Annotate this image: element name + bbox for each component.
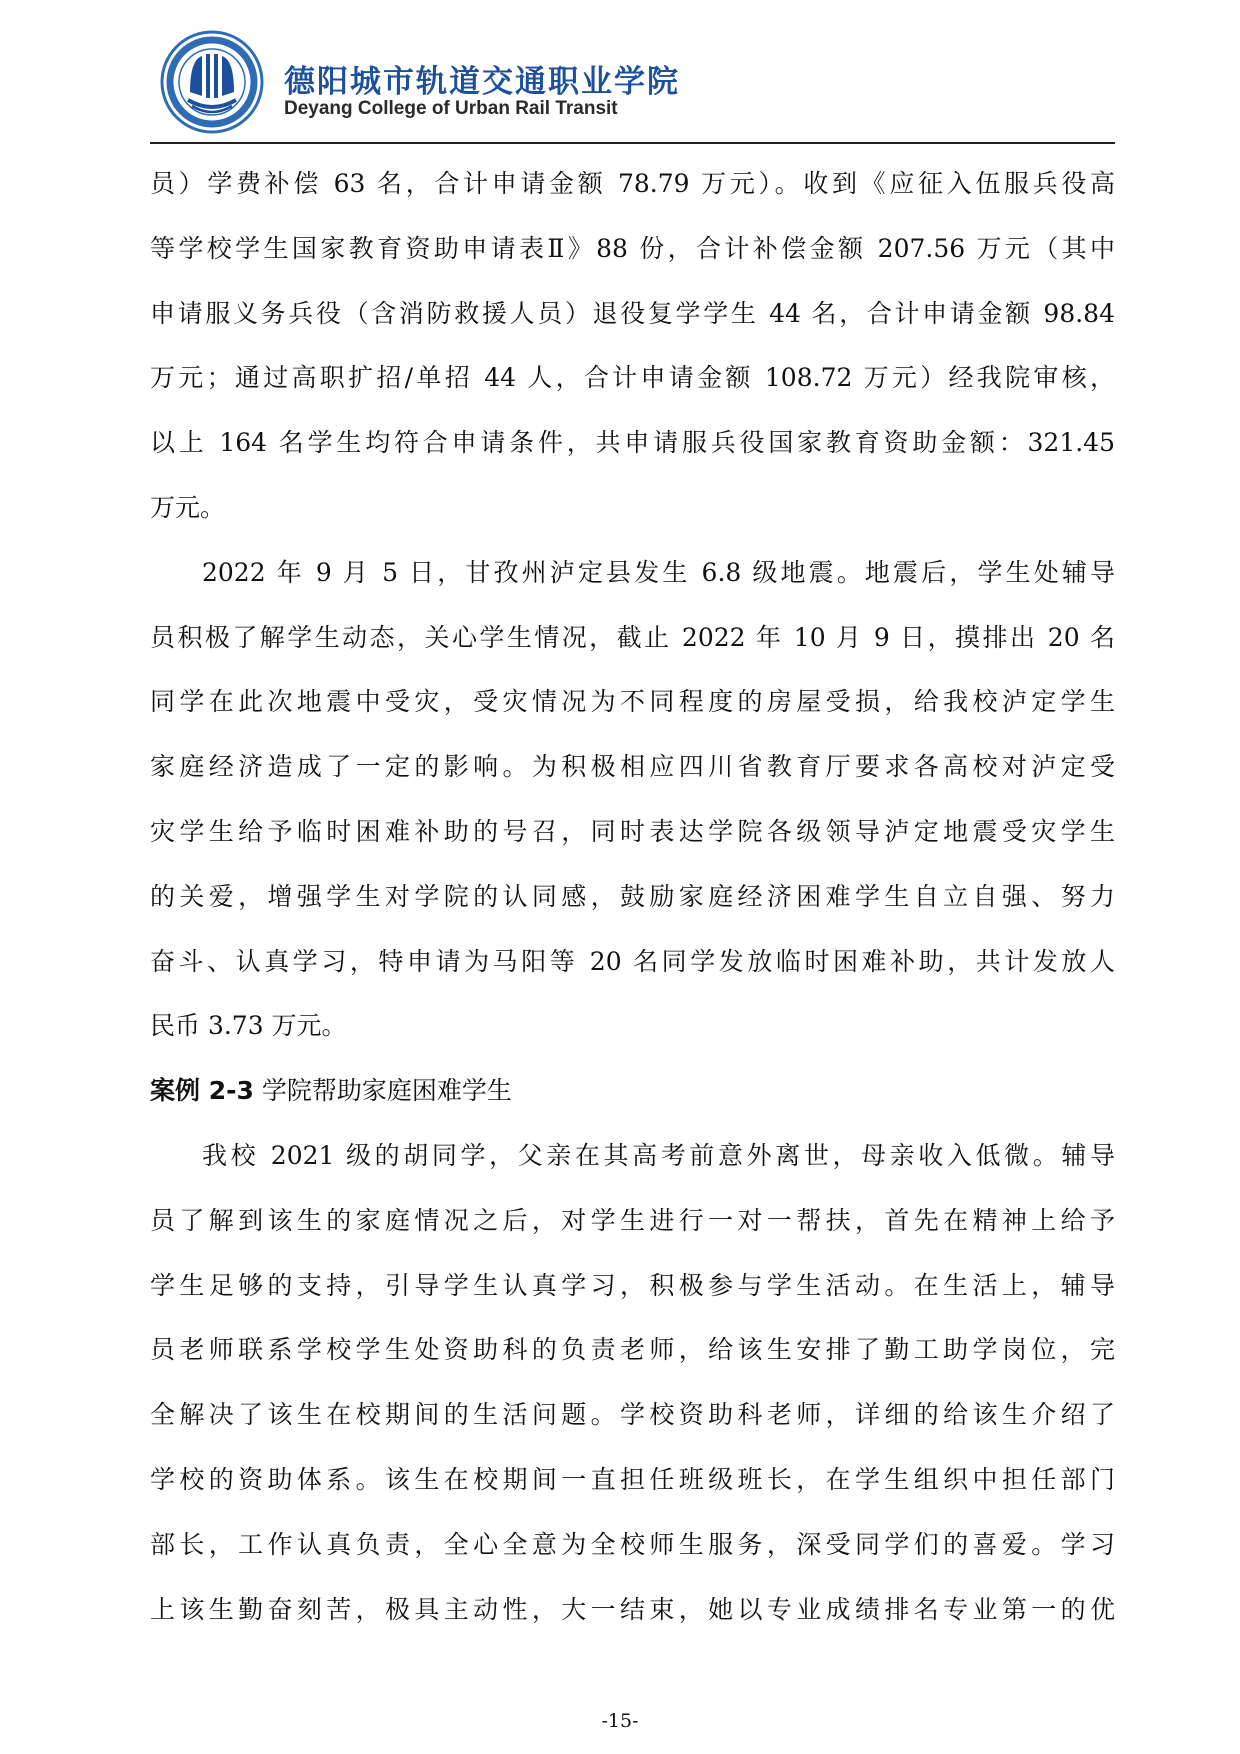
text-line: 万元；通过高职扩招/单招 44 人，合计申请金额 108.72 万元）经我院审核， bbox=[150, 363, 1115, 393]
paragraph-military-aid bbox=[150, 152, 1115, 541]
paragraph-case-study bbox=[150, 1124, 1115, 1642]
header-divider bbox=[150, 142, 1115, 144]
text-line: 家庭经济造成了一定的影响。为积极相应四川省教育厅要求各高校对泸定受 bbox=[150, 752, 1115, 782]
text-line: 全解决了该生在校期间的生活问题。学校资助科老师，详细的给该生介绍了 bbox=[150, 1400, 1115, 1430]
case-heading bbox=[150, 1059, 1115, 1124]
text-line: 学校的资助体系。该生在校期间一直担任班级班长，在学生组织中担任部门 bbox=[150, 1464, 1115, 1494]
text-line: 以上 164 名学生均符合申请条件，共申请服兵役国家教育资助金额：321.45 bbox=[150, 428, 1115, 458]
case-title: 学院帮助家庭困难学生 bbox=[261, 1076, 512, 1106]
text-line: 等学校学生国家教育资助申请表Ⅱ》88 份，合计补偿金额 207.56 万元（其中 bbox=[150, 233, 1115, 263]
text-line: 申请服义务兵役（含消防救援人员）退役复学学生 44 名，合计申请金额 98.84 bbox=[150, 298, 1115, 328]
page-number: -15- bbox=[601, 1710, 639, 1732]
paragraph-earthquake-aid bbox=[150, 541, 1115, 1059]
text-line: 学生足够的支持，引导学生认真学习，积极参与学生活动。在生活上，辅导 bbox=[150, 1270, 1115, 1300]
text-line: 灾学生给予临时困难补助的号召，同时表达学院各级领导泸定地震受灾学生 bbox=[150, 816, 1115, 846]
school-name-en: Deyang College of Urban Rail Transit bbox=[284, 98, 618, 119]
text-line: 奋斗、认真学习，特申请为马阳等 20 名同学发放临时困难补助，共计发放人 bbox=[150, 946, 1115, 976]
page-header bbox=[160, 30, 1120, 142]
school-name-cn: 德阳城市轨道交通职业学院 bbox=[284, 64, 680, 100]
text-line: 员）学费补偿 63 名，合计申请金额 78.79 万元）。收到《应征入伍服兵役高 bbox=[150, 169, 1115, 198]
text-line: 员了解到该生的家庭情况之后，对学生进行一对一帮扶，首先在精神上给予 bbox=[150, 1205, 1115, 1235]
text-line: 部长，工作认真负责，全心全意为全校师生服务，深受同学们的喜爱。学习 bbox=[150, 1529, 1115, 1559]
text-line: 上该生勤奋刻苦，极具主动性，大一结束，她以专业成绩排名专业第一的优 bbox=[150, 1594, 1115, 1624]
text-line: 民币 3.73 万元。 bbox=[150, 1011, 347, 1041]
text-line: 我校 2021 级的胡同学，父亲在其高考前意外离世，母亲收入低微。辅导 bbox=[202, 1140, 1115, 1170]
college-emblem-icon bbox=[160, 30, 264, 134]
text-line: 员积极了解学生动态，关心学生情况，截止 2022 年 10 月 9 日，摸排出 20 名 bbox=[150, 622, 1115, 652]
text-line: 万元。 bbox=[150, 492, 226, 522]
text-line: 同学在此次地震中受灾，受灾情况为不同程度的房屋受损，给我校泸定学生 bbox=[150, 687, 1115, 717]
case-label: 案例 2-3 bbox=[150, 1076, 254, 1106]
text-line: 的关爱，增强学生对学院的认同感，鼓励家庭经济困难学生自立自强、努力 bbox=[150, 881, 1115, 911]
text-line: 员老师联系学校学生处资助科的负责老师，给该生安排了勤工助学岗位，完 bbox=[150, 1335, 1115, 1365]
document-body bbox=[150, 152, 1115, 1642]
text-line: 2022 年 9 月 5 日，甘孜州泸定县发生 6.8 级地震。地震后，学生处辅导 bbox=[202, 557, 1115, 587]
